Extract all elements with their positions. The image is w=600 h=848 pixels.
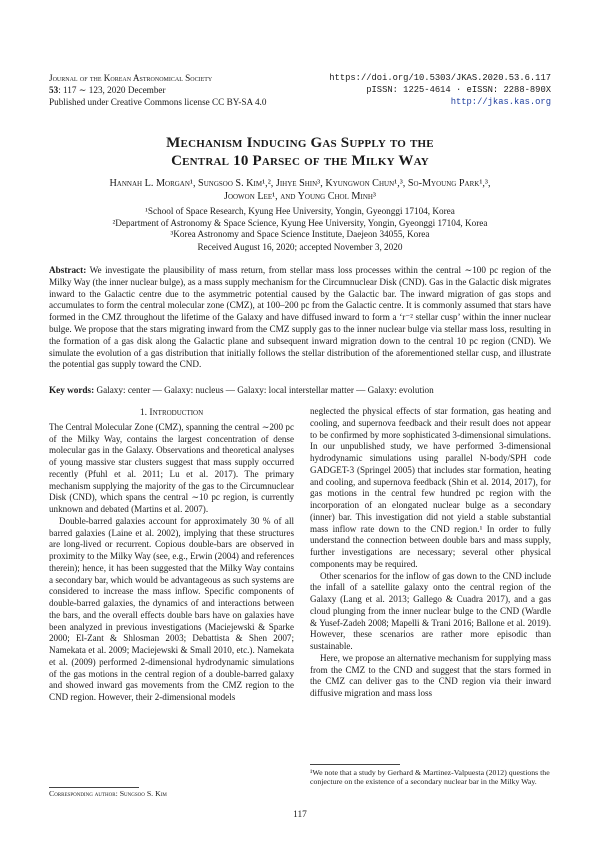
license-text: Published under Creative Commons license CC BY-SA 4.0 (49, 97, 267, 107)
keywords-label: Key words: (49, 385, 95, 395)
journal-header (49, 72, 266, 108)
affiliation-3: ³Korea Astronomy and Space Science Institute, Daejeon 34055, Korea (170, 229, 430, 239)
affiliations (40, 206, 560, 241)
volume-number: 53 (49, 85, 59, 95)
section-title: 1. Introduction (139, 407, 204, 418)
intro-paragraph-1: The Central Molecular Zone (CMZ), spanning the central ∼200 pc of the Milky Way, contains the largest concentration of dense molecular gas in the Galaxy. Observations and theoretical analyses of young massive star clusters suggest that mass supply occurred recently (Pfuhl et al. 2011; Lu et al. 2017). The primary mechanism supplying the majority of the gas to the Circumnuclear Disk (CND), which spans the central ∼10 pc region, is currently unknown and debated (Martins et al. 2007). (49, 421, 294, 514)
authors-line-1: Hannah L. Morgan¹, Sungsoo S. Kim¹,², Jihye Shin³, Kyungwon Chun¹,³, So-Myoung Park¹,³, (109, 178, 491, 189)
abstract (49, 265, 551, 371)
intro-paragraph-4: Other scenarios for the inflow of gas down to the CND include the infall of a satellite galaxy onto the central region of the Galaxy (Lang et al. 2013; Gallego & Cuadra 2017), and a gas cloud plunging from the inner nuclear bulge to the CND (Wardle & Yusef-Zadeh 2008; Mapelli & Trani 2016; Ballone et al. 2019). However, these scenarios are rather more episodic than sustainable. (310, 570, 551, 651)
affiliation-2: ²Department of Astronomy & Space Science, Kyung Hee University, Yongin, Gyeonggi 17104, Korea (112, 217, 488, 228)
doi-link[interactable]: https://doi.org/10.5303/JKAS.2020.53.6.117 (329, 73, 551, 83)
volume-info (49, 84, 266, 96)
footnote: ¹We note that a study by Gerhard & Martinez-Valpuesta (2012) questions the conjecture on the existence of a secondary nuclear bar in the Milky Way. (310, 768, 550, 787)
footnote-divider-right (310, 764, 400, 765)
left-column (49, 407, 294, 704)
keywords (49, 385, 551, 395)
authors-line-2: Joowon Lee¹, and Young Chol Minh³ (223, 191, 376, 202)
doi-header (329, 72, 551, 108)
corresponding-author: Corresponding author: Sungsoo S. Kim (49, 789, 167, 798)
journal-url-link[interactable]: http://jkas.kas.org (450, 97, 551, 107)
intro-paragraph-5: Here, we propose an alternative mechanism for supplying mass from the CMZ to the CND and suggest that the stars formed in the CMZ can deliver gas to the CND region via their inward diffusive migration and mass loss (310, 652, 551, 698)
affiliation-1: ¹School of Space Research, Kyung Hee University, Yongin, Gyeonggi 17104, Korea (145, 206, 455, 216)
title-line-2: Central 10 Parsec of the Milky Way (171, 153, 429, 169)
title-line-1: Mechanism Inducing Gas Supply to the (166, 135, 434, 151)
received-dates: Received August 16, 2020; accepted November 3, 2020 (197, 242, 403, 252)
abstract-label: Abstract: (49, 265, 87, 275)
issn-text: pISSN: 1225-4614 · eISSN: 2288-890X (366, 85, 551, 95)
footnote-divider-left (49, 787, 139, 788)
right-column (310, 406, 551, 700)
intro-paragraph-2: Double-barred galaxies account for approximately 30 % of all barred galaxies (Laine et al. 2002), implying that these structures are long-lived or recurrent. Copious double-bars are observed in proximity to the Milky Way (see, e.g., Erwin (2004) and references therein); hence, it has been suggested that the Milky Way contains a secondary bar, which would be advantageous as such systems are considered to increase the mass inflow. Specific components of double-barred galaxies, the dynamics of and interactions between the bars, and the overall effects double bars have on galaxies have been analyzed in previous investigations (Maciejewski & Sparke 2000; El-Zant & Shlosman 2003; Debattista & Shen 2007; Namekata et al. 2009; Maciejewski & Small 2010, etc.). Namekata et al. (2009) performed 2-dimensional hydrodynamic simulations of the gas motions in the central region of a double-barred galaxy and showed inward gas movements from the CMZ region to the CND region. However, their 2-dimensional models (49, 515, 294, 702)
page-number: 117 (293, 810, 307, 820)
author-list (60, 177, 540, 203)
volume-pages: : 117 ∼ 123, 2020 December (58, 85, 166, 95)
keywords-text: Galaxy: center — Galaxy: nucleus — Galaxy: local interstellar matter — Galaxy: evolution (96, 385, 434, 395)
paper-title (0, 134, 600, 170)
intro-paragraph-3: neglected the physical effects of star formation, gas heating and cooling, and supernova feedback and their result does not appear to be confirmed by more sophisticated 3-dimensional simulations. In our unpublished study, we have performed 3-dimensional hydrodynamic simulations using parallel N-body/SPH code GADGET-3 (Springel 2005) that includes star formation, heating and cooling, and supernova feedback (Shin et al. 2014, 2017), for gas motions in the central few hundred pc region with the incorporation of an elongated nuclear bulge as a secondary (inner) bar. This investigation did not yield a stable substantial mass inflow rate down to the CND region.¹ In order to fully understand the connection between double bars and mass supply, further investigations are necessary; several other physical components may be required. (310, 406, 551, 569)
journal-name: Journal of the Korean Astronomical Society (49, 73, 213, 83)
abstract-text: We investigate the plausibility of mass return, from stellar mass loss processes within the central ∼100 pc region of the Milky Way (the inner nuclear bulge), as a mass supply mechanism for the Circumnuclear Disk (CND). Gas in the Galactic disk migrates inward to the Galactic centre due to the asymmetric potential caused by the Galactic bar. The inward migration of gas stops and accumulates to form the central molecular zone (CMZ), at 100–200 pc from the Galactic centre. It is commonly assumed that stars have formed in the CMZ throughout the lifetime of the Galaxy and have diffused inward to form a ‘r⁻² stellar cusp’ within the inner nuclear bulge. We propose that the stars migrating inward from the CMZ supply gas to the inner nuclear bulge via stellar mass loss, resulting in the formation of a gas disk along the Galactic plane and subsequent inward migration down to the central 10 pc region (CND). We simulate the evolution of a gas distribution that initially follows the stellar distribution of the aforementioned stellar cusp, and illustrate the potential gas supply toward the CND. (49, 265, 551, 370)
